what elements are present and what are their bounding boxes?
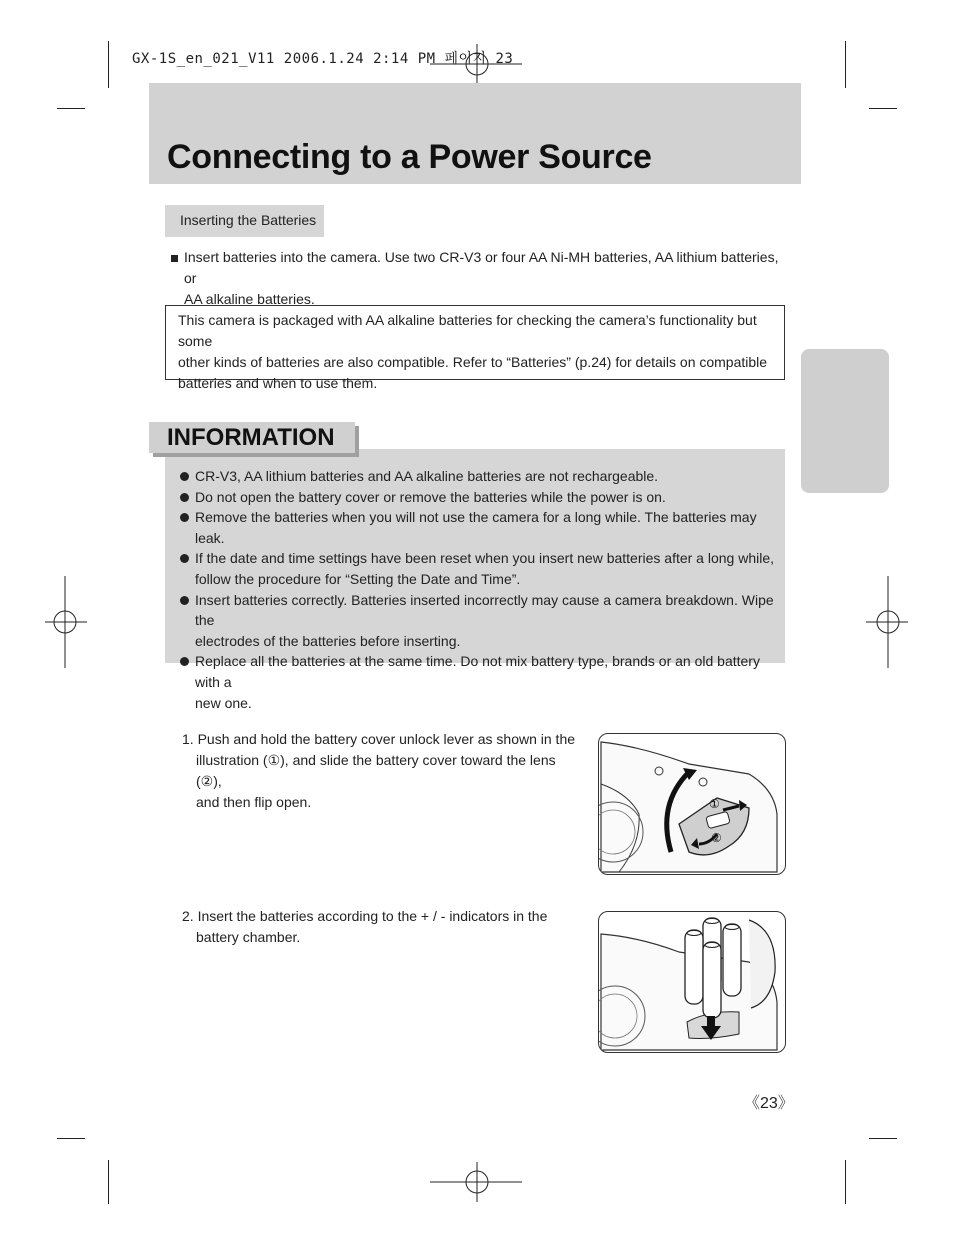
crop-mark bbox=[108, 1160, 109, 1204]
note-line: other kinds of batteries are also compatible. Refer to “Batteries” (p.24) for details on compatible bbox=[178, 354, 768, 370]
list-item: If the date and time settings have been reset when you insert new batteries after a long while, follow the procedure for “Setting the Date and Time”. bbox=[180, 548, 780, 589]
side-tab bbox=[801, 349, 889, 493]
note-line: batteries and when to use them. bbox=[178, 375, 378, 391]
crop-mark bbox=[108, 41, 109, 88]
list-item: Remove the batteries when you will not use the camera for a long while. The batteries may leak. bbox=[180, 507, 780, 548]
registration-mark-right bbox=[866, 576, 908, 668]
crop-mark bbox=[869, 1138, 897, 1139]
information-list bbox=[180, 466, 780, 713]
information-heading: INFORMATION bbox=[167, 424, 335, 451]
battery-cover-illustration bbox=[598, 733, 786, 875]
note-paragraph bbox=[178, 310, 778, 394]
page-title: Connecting to a Power Source bbox=[167, 138, 652, 176]
crop-mark bbox=[845, 41, 846, 88]
battery-insert-illustration bbox=[598, 911, 786, 1053]
intro-paragraph bbox=[184, 247, 784, 310]
bullet-dot bbox=[180, 554, 189, 563]
list-item: Do not open the battery cover or remove the batteries while the power is on. bbox=[180, 487, 780, 508]
section-label bbox=[165, 205, 324, 237]
step-1: 1. Push and hold the battery cover unlock lever as shown in the illustration (①), and slide the battery cover toward the lens (②), and then flip open. bbox=[182, 731, 576, 810]
step-2: 2. Insert the batteries according to the + / - indicators in the battery chamber. bbox=[182, 908, 548, 945]
camera-bottom-drawing bbox=[599, 734, 785, 874]
crop-mark bbox=[869, 108, 897, 109]
bullet-dot bbox=[180, 513, 189, 522]
marker-1: ① bbox=[709, 797, 720, 811]
note-line: This camera is packaged with AA alkaline batteries for checking the camera’s functionality but some bbox=[178, 312, 757, 349]
camera-batteries-drawing bbox=[599, 912, 785, 1052]
list-item: CR-V3, AA lithium batteries and AA alkaline batteries are not rechargeable. bbox=[180, 466, 780, 487]
list-item: Insert batteries correctly. Batteries inserted incorrectly may cause a camera breakdown. Wipe the electrodes of the batteries before inserting. bbox=[180, 590, 780, 652]
page-number: 《23》 bbox=[744, 1095, 794, 1112]
note-box bbox=[165, 305, 785, 391]
registration-mark-left bbox=[45, 576, 87, 668]
bullet-dot bbox=[180, 472, 189, 481]
crop-mark bbox=[57, 1138, 85, 1139]
crop-mark bbox=[845, 1160, 846, 1204]
bullet-dot bbox=[180, 657, 189, 666]
registration-mark-bottom bbox=[430, 1162, 524, 1202]
intro-line: AA alkaline batteries. bbox=[184, 291, 315, 307]
bullet-dot bbox=[180, 596, 189, 605]
section-label-text: Inserting the Batteries bbox=[180, 212, 317, 228]
intro-line: Insert batteries into the camera. Use two CR-V3 or four AA Ni-MH batteries, AA lithium batteries, or bbox=[184, 249, 779, 286]
marker-2: ② bbox=[711, 831, 722, 845]
crop-mark bbox=[57, 108, 85, 109]
list-item: Replace all the batteries at the same time. Do not mix battery type, brands or an old battery with a new one. bbox=[180, 651, 780, 713]
print-header: GX-1S_en_021_V11 2006.1.24 2:14 PM 페이지 23 bbox=[132, 51, 514, 67]
bullet-dot bbox=[180, 493, 189, 502]
square-bullet bbox=[171, 255, 178, 262]
